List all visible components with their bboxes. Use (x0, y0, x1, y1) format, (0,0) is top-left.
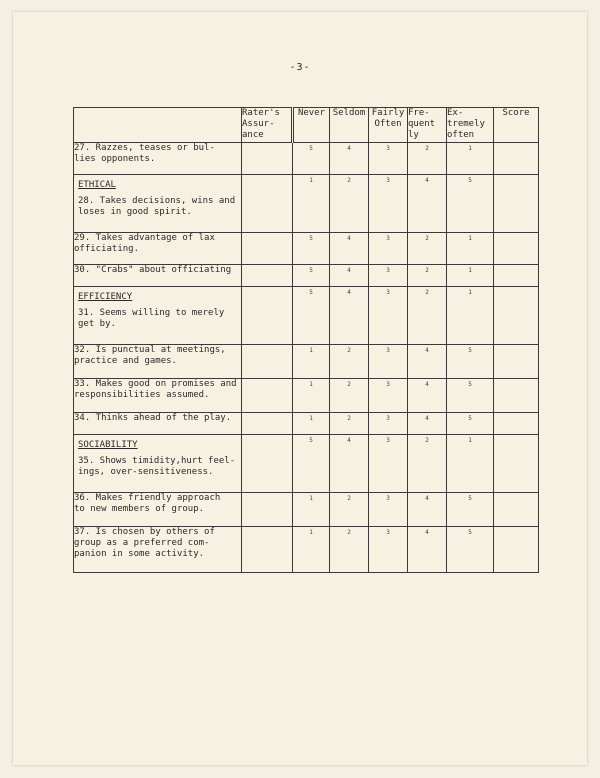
table-row (74, 413, 539, 435)
table-row (74, 265, 539, 287)
rating-cell[interactable]: 3 (369, 345, 408, 379)
table-row (74, 287, 539, 345)
rating-cell[interactable]: 1 (293, 345, 330, 379)
assurance-cell[interactable] (242, 413, 293, 435)
rating-cell[interactable]: 4 (408, 345, 447, 379)
rating-cell[interactable]: 5 (293, 287, 330, 345)
score-cell[interactable] (494, 143, 539, 175)
rating-cell[interactable]: 1 (447, 287, 494, 345)
score-cell[interactable] (494, 345, 539, 379)
rating-cell[interactable]: 3 (369, 379, 408, 413)
item-cell (74, 265, 242, 287)
rating-cell[interactable]: 2 (408, 233, 447, 265)
score-cell[interactable] (494, 435, 539, 493)
section-heading: SOCIABILITY (78, 440, 138, 450)
rating-cell[interactable]: 3 (369, 143, 408, 175)
rating-cell[interactable]: 1 (293, 413, 330, 435)
rating-cell[interactable]: 5 (447, 175, 494, 233)
assurance-cell[interactable] (242, 175, 293, 233)
score-cell[interactable] (494, 527, 539, 573)
rating-cell[interactable]: 1 (447, 435, 494, 493)
table-row (74, 175, 539, 233)
rating-cell[interactable]: 2 (330, 379, 369, 413)
header-fairly-often: Fairly Often (369, 108, 408, 143)
header-never: Never (293, 108, 330, 143)
score-cell[interactable] (494, 379, 539, 413)
item-cell (74, 233, 242, 265)
assurance-cell[interactable] (242, 379, 293, 413)
rating-cell[interactable]: 1 (293, 527, 330, 573)
item-cell (74, 379, 242, 413)
rating-cell[interactable]: 1 (293, 493, 330, 527)
rating-cell[interactable]: 5 (447, 413, 494, 435)
rating-cell[interactable]: 4 (330, 265, 369, 287)
table-row (74, 233, 539, 265)
table-row (74, 379, 539, 413)
rating-cell[interactable]: 2 (330, 413, 369, 435)
document-page (13, 12, 587, 765)
item-text: 33. Makes good on promises and responsibilities assumed. (74, 379, 237, 400)
rating-cell[interactable]: 3 (369, 493, 408, 527)
rating-cell[interactable]: 1 (447, 265, 494, 287)
rating-cell[interactable]: 3 (369, 175, 408, 233)
item-cell (74, 527, 242, 573)
rating-cell[interactable]: 3 (369, 527, 408, 573)
item-text: 32. Is punctual at meetings, practice and games. (74, 345, 226, 366)
section-heading: EFFICIENCY (78, 292, 133, 302)
item-text: 36. Makes friendly approach to new members of group. (74, 493, 221, 514)
rating-table (73, 107, 539, 573)
item-cell (74, 413, 242, 435)
assurance-cell[interactable] (242, 143, 293, 175)
assurance-cell[interactable] (242, 527, 293, 573)
rating-cell[interactable]: 4 (330, 143, 369, 175)
rating-cell[interactable]: 2 (330, 345, 369, 379)
assurance-cell[interactable] (242, 265, 293, 287)
rating-cell[interactable]: 4 (408, 493, 447, 527)
item-text: 34. Thinks ahead of the play. (74, 413, 232, 423)
header-extremely-often: Ex- tremely often (447, 108, 494, 143)
rating-cell[interactable]: 2 (330, 175, 369, 233)
item-cell (74, 435, 242, 493)
table-row (74, 345, 539, 379)
rating-cell[interactable]: 2 (408, 143, 447, 175)
score-cell[interactable] (494, 233, 539, 265)
assurance-cell[interactable] (242, 435, 293, 493)
item-text: 28. Takes decisions, wins and loses in good spirit. (78, 196, 236, 217)
rating-cell[interactable]: 3 (369, 265, 408, 287)
item-cell (74, 143, 242, 175)
rating-cell[interactable]: 2 (330, 493, 369, 527)
rating-cell[interactable]: 4 (408, 527, 447, 573)
item-cell (74, 287, 242, 345)
assurance-cell[interactable] (242, 287, 293, 345)
rating-cell[interactable]: 4 (408, 379, 447, 413)
table-row (74, 527, 539, 573)
rating-cell[interactable]: 3 (369, 287, 408, 345)
rating-cell[interactable]: 5 (447, 493, 494, 527)
table-row (74, 493, 539, 527)
rating-cell[interactable]: 4 (330, 435, 369, 493)
rating-cell[interactable]: 3 (369, 233, 408, 265)
item-text: 35. Shows timidity,hurt feel- ings, over-sensitiveness. (78, 456, 236, 477)
item-text: 30. "Crabs" about officiating (74, 265, 232, 275)
score-cell[interactable] (494, 493, 539, 527)
item-text: 31. Seems willing to merely get by. (78, 308, 225, 329)
section-heading: ETHICAL (78, 180, 116, 190)
table-row (74, 143, 539, 175)
item-text: 27. Razzes, teases or bul- lies opponents. (74, 143, 215, 164)
rating-cell[interactable]: 2 (330, 527, 369, 573)
header-seldom: Seldom (330, 108, 369, 143)
rating-cell[interactable]: 5 (293, 265, 330, 287)
rating-cell[interactable]: 4 (408, 175, 447, 233)
header-row (74, 108, 539, 143)
assurance-cell[interactable] (242, 233, 293, 265)
rating-cell[interactable]: 1 (293, 379, 330, 413)
rating-cell[interactable]: 5 (293, 233, 330, 265)
rating-cell[interactable]: 2 (408, 265, 447, 287)
rating-cell[interactable]: 3 (369, 413, 408, 435)
rating-cell[interactable]: 5 (447, 345, 494, 379)
rating-cell[interactable]: 5 (293, 435, 330, 493)
header-assurance: Rater's Assur- ance (242, 108, 293, 143)
item-cell (74, 493, 242, 527)
score-cell[interactable] (494, 287, 539, 345)
score-cell[interactable] (494, 265, 539, 287)
rating-cell[interactable]: 1 (447, 143, 494, 175)
score-cell[interactable] (494, 175, 539, 233)
rating-cell[interactable]: 2 (408, 287, 447, 345)
item-cell (74, 175, 242, 233)
assurance-cell[interactable] (242, 345, 293, 379)
rating-cell[interactable]: 4 (330, 233, 369, 265)
rating-cell[interactable]: 4 (330, 287, 369, 345)
rating-cell[interactable]: 1 (293, 175, 330, 233)
item-text: 29. Takes advantage of lax officiating. (74, 233, 215, 254)
item-cell (74, 345, 242, 379)
rating-cell[interactable]: 3 (369, 435, 408, 493)
rating-cell[interactable]: 5 (447, 527, 494, 573)
assurance-cell[interactable] (242, 493, 293, 527)
rating-cell[interactable]: 5 (447, 379, 494, 413)
rating-cell[interactable]: 2 (408, 435, 447, 493)
score-cell[interactable] (494, 413, 539, 435)
rating-cell[interactable]: 5 (293, 143, 330, 175)
header-blank (74, 108, 242, 143)
header-score: Score (494, 108, 539, 143)
table-row (74, 435, 539, 493)
rating-cell[interactable]: 1 (447, 233, 494, 265)
page-number: -3- (289, 62, 311, 73)
item-text: 37. Is chosen by others of group as a preferred com- panion in some activity. (74, 527, 215, 559)
rating-cell[interactable]: 4 (408, 413, 447, 435)
header-frequently: Fre- quent ly (408, 108, 447, 143)
